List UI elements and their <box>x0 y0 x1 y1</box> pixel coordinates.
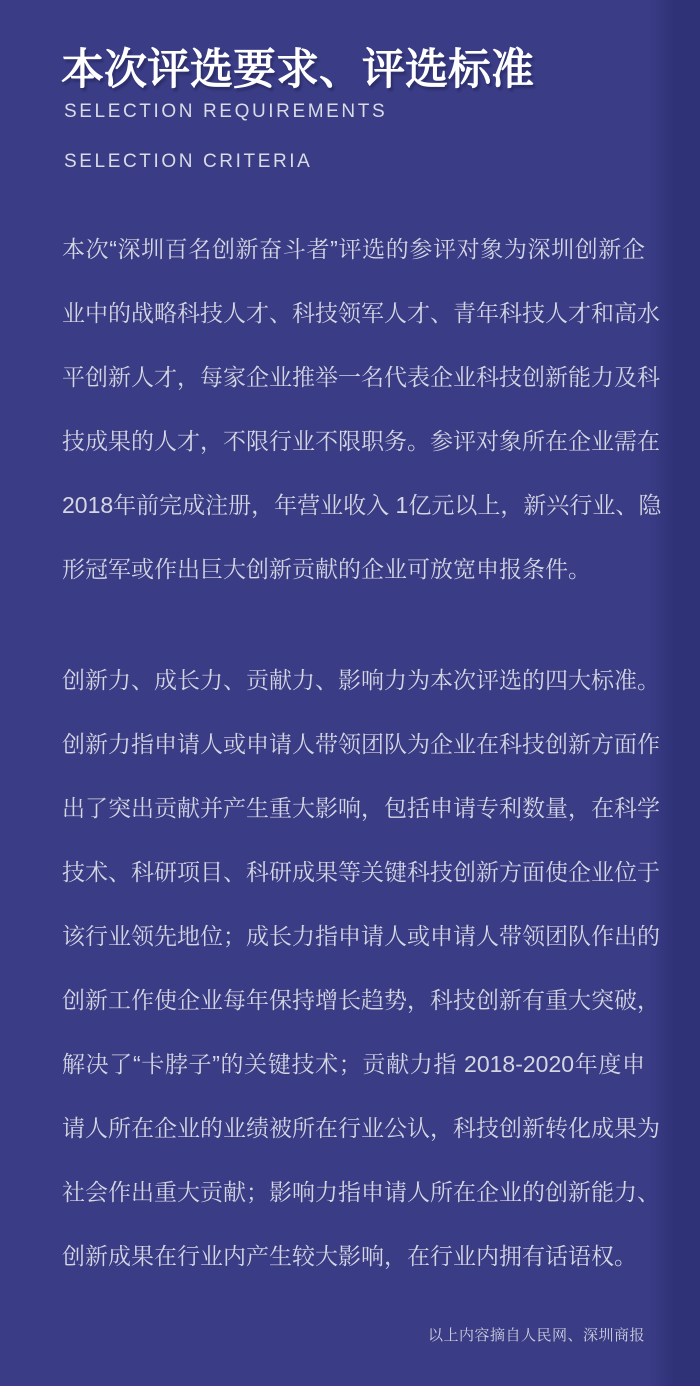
paragraph-line: 创新力指申请人或申请人带领团队为企业在科技创新方面作 <box>62 731 660 757</box>
paragraph-requirements <box>62 217 662 601</box>
paragraph-line: 平创新人才，每家企业推举一名代表企业科技创新能力及科 <box>62 364 660 390</box>
paragraph-line: 请人所在企业的业绩被所在行业公认，科技创新转化成果为 <box>62 1115 660 1141</box>
paragraph-line: 技术、科研项目、科研成果等关键科技创新方面使企业位于 <box>62 859 660 885</box>
subtitle-selection-requirements: SELECTION REQUIREMENTS <box>64 101 388 122</box>
paragraph-line: 创新工作使企业每年保持增长趋势，科技创新有重大突破， <box>62 987 660 1013</box>
paragraph-line: 业中的战略科技人才、科技领军人才、青年科技人才和高水 <box>62 300 660 326</box>
source-credit: 以上内容摘自人民网、深圳商报 <box>427 1327 645 1344</box>
paragraph-line: 2018年前完成注册，年营业收入 1亿元以上，新兴行业、隐 <box>62 492 662 518</box>
paragraph-line: 社会作出重大贡献；影响力指申请人所在企业的创新能力、 <box>62 1179 660 1205</box>
paragraph-line: 本次“深圳百名创新奋斗者”评选的参评对象为深圳创新企 <box>62 236 645 262</box>
paragraph-line: 解决了“卡脖子”的关键技术；贡献力指 2018-2020年度申 <box>62 1051 645 1077</box>
subtitle-selection-criteria: SELECTION CRITERIA <box>64 151 313 172</box>
paragraph-line: 出了突出贡献并产生重大影响，包括申请专利数量，在科学 <box>62 795 660 821</box>
page-title: 本次评选要求、评选标准 <box>61 45 534 94</box>
paragraph-criteria <box>62 648 660 1288</box>
paragraph-line: 创新成果在行业内产生较大影响，在行业内拥有话语权。 <box>62 1243 637 1269</box>
paragraph-line: 创新力、成长力、贡献力、影响力为本次评选的四大标准。 <box>62 667 660 693</box>
paragraph-line: 技成果的人才，不限行业不限职务。参评对象所在企业需在 <box>62 428 660 454</box>
paragraph-line: 形冠军或作出巨大创新贡献的企业可放宽申报条件。 <box>62 556 591 582</box>
paragraph-line: 该行业领先地位；成长力指申请人或申请人带领团队作出的 <box>62 923 660 949</box>
